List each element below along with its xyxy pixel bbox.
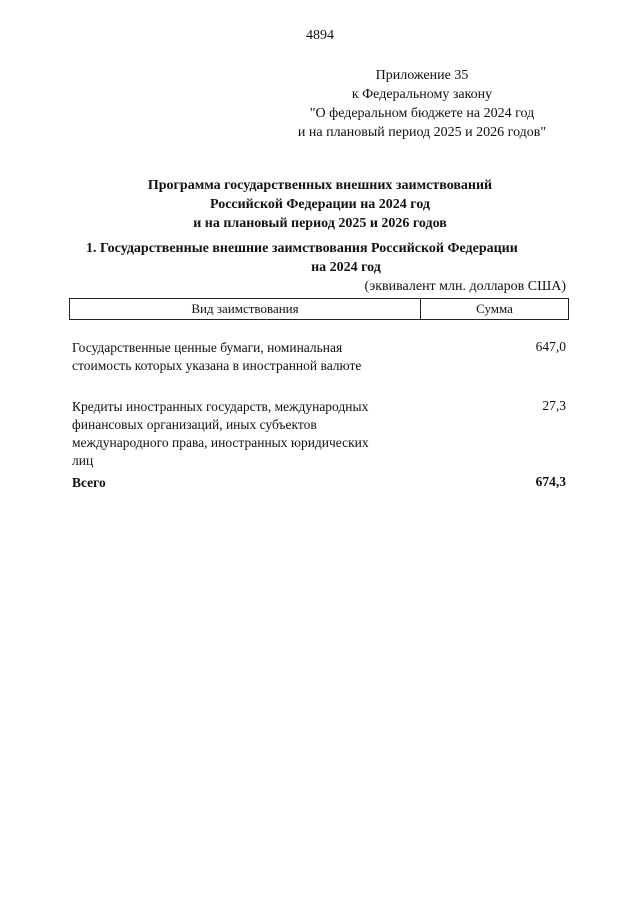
row-1-name-line-1: Государственные ценные бумаги, номинальная: [72, 340, 343, 355]
table-header: [69, 298, 569, 320]
row-2-name-line-2: финансовых организаций, иных субъектов: [72, 417, 317, 432]
appendix-line-3: "О федеральном бюджете на 2024 год: [309, 106, 535, 121]
total-label: Всего: [72, 475, 106, 490]
section-heading-line-1: 1. Государственные внешние заимствования Российской Федерации: [86, 241, 518, 256]
unit-note: (эквивалент млн. долларов США): [364, 279, 566, 294]
appendix-reference: [262, 66, 582, 142]
column-header-type: Вид заимствования: [70, 299, 421, 319]
row-2-value: 27,3: [542, 398, 566, 413]
page-number: 4894: [306, 28, 334, 43]
table-row-name: [72, 339, 417, 375]
appendix-line-4: и на плановый период 2025 и 2026 годов": [297, 125, 547, 140]
section-heading-line-2: на 2024 год: [311, 260, 381, 275]
column-header-sum: Сумма: [476, 301, 513, 316]
total-value: 674,3: [535, 474, 566, 489]
section-heading: [86, 239, 576, 277]
row-2-name-line-3: международного права, иностранных юридических: [72, 435, 369, 450]
appendix-line-2: к Федеральному закону: [351, 87, 493, 102]
document-title: [0, 176, 640, 233]
table-row-name: [72, 398, 417, 470]
title-line-3: и на плановый период 2025 и 2026 годов: [193, 216, 447, 231]
title-line-1: Программа государственных внешних заимствований: [147, 178, 493, 193]
row-1-value: 647,0: [535, 339, 566, 354]
title-line-2: Российской Федерации на 2024 год: [209, 197, 430, 212]
row-1-name-line-2: стоимость которых указана в иностранной валюте: [72, 358, 362, 373]
row-2-name-line-1: Кредиты иностранных государств, международных: [72, 399, 369, 414]
appendix-line-1: Приложение 35: [375, 68, 469, 83]
row-2-name-line-4: лиц: [72, 453, 94, 468]
